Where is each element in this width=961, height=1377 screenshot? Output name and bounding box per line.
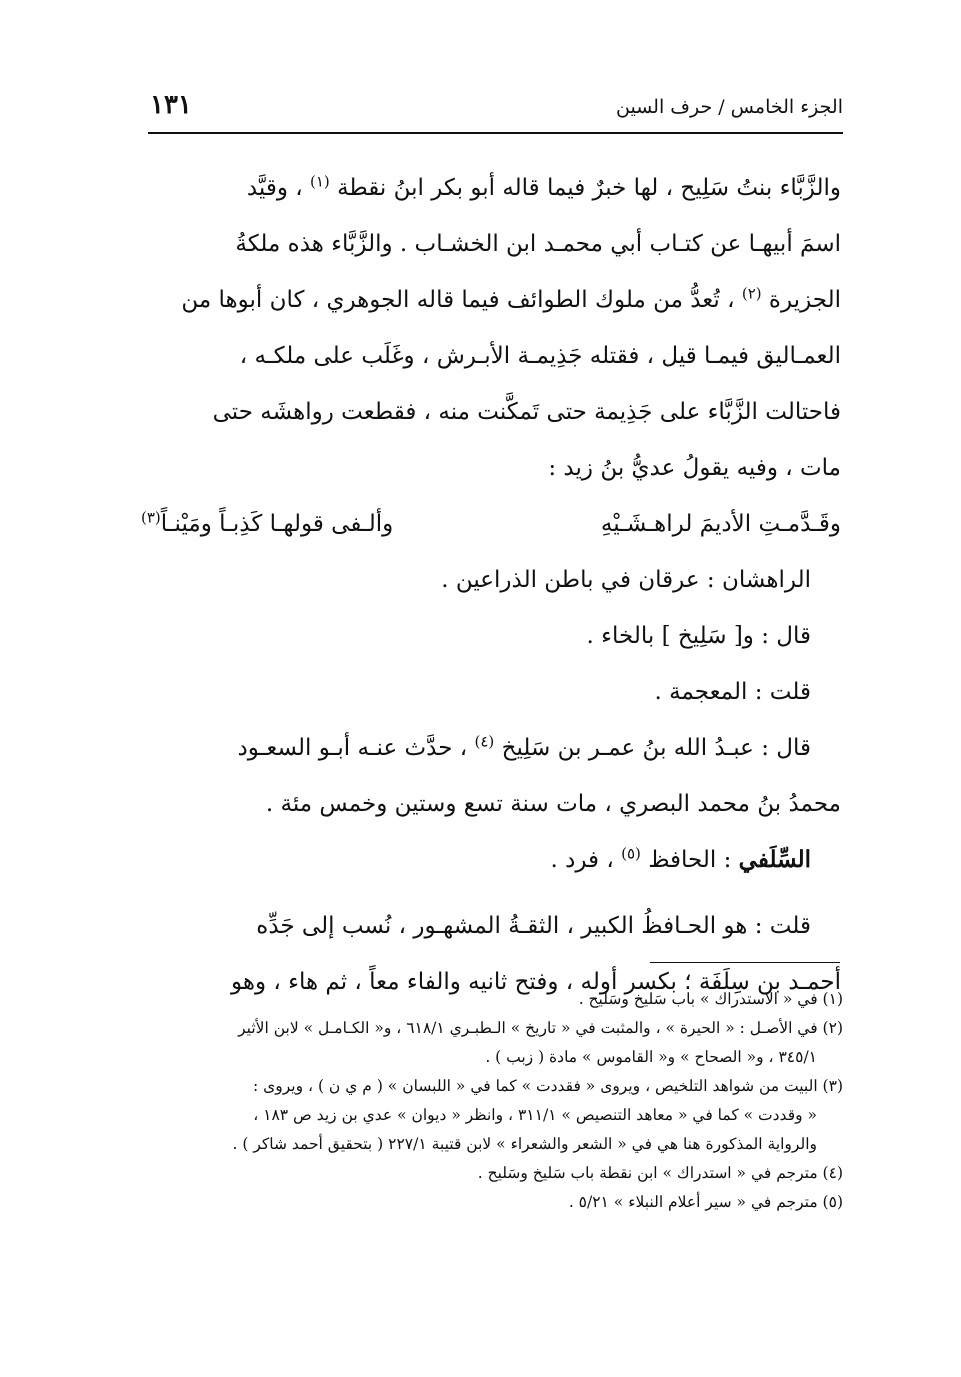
text-line: الجزيرة $^{(٢)}$ ، تُعدُّ من ملوك الطوائف فيما قاله الجوهري ، كان أبوها من xyxy=(181,284,841,313)
text-line: فاحتالت الزَّبَّاء على جَذِيمة حتى تَمكَّنت منه ، فقطعت رواهشَه حتى xyxy=(212,399,841,425)
poem-verse xyxy=(141,496,841,552)
footnote-3-cont: والرواية المذكورة هنا هي في « الشعر والشعراء » لابن قتيبة ٢٢٧/١ ( بتحقيق أحمد شاكر ) . xyxy=(232,1135,817,1153)
footnote-2: (٢) في الأصـل : « الحيرة » ، والمثبت في « تاريخ » الـطبـري ٦١٨/١ ، و« الكـامـل » لابن الأثير xyxy=(238,1019,843,1037)
footnote-5: (٥) مترجم في « سير أعلام النبلاء » ٥/٢١ . xyxy=(568,1193,843,1211)
text-line: قلت : المعجمة . xyxy=(654,679,811,705)
footnote-ref: (٥) xyxy=(621,844,641,863)
footnote-1: (١) في « الاستدراك » باب سَليخ وسَليح . xyxy=(578,990,843,1008)
text-line: مات ، وفيه يقولُ عديُّ بنُ زيد : xyxy=(548,455,841,481)
poem-second-hemistich: وألـفى قولهـا كَذِبـاً ومَيْنـاً$^{(٣)}$ xyxy=(141,508,394,537)
text-line: قال : عبـدُ الله بنُ عمـر بن سَلِيخ $^{(٤)}$ ، حدَّث عنـه أبـو السعـود xyxy=(237,732,811,761)
footnote-ref: (٤) xyxy=(474,732,495,751)
text-line: والزَّبَّاء بنتُ سَلِيح ، لها خبرٌ فيما قاله أبو بكر ابنُ نقطة $^{(١)}$ ، وقيَّد xyxy=(246,172,841,201)
page-header xyxy=(148,90,843,134)
paragraph-gap xyxy=(141,888,841,898)
text-line: أحمـد بن سِلَفَة ؛ بكسر أوله ، وفتح ثانيه والفاء معاً ، ثم هاء ، وهو xyxy=(230,969,841,995)
footnote-ref: (٣) xyxy=(141,508,161,527)
running-title: الجزء الخامس / حرف السين xyxy=(616,96,843,118)
footnote-2-cont: ٣٤٥/١ ، و« الصحاح » و« القاموس » مادة ( زبب ) . xyxy=(485,1048,817,1066)
page-number: ١٣١ xyxy=(150,90,192,120)
footnote-divider xyxy=(650,962,840,963)
text-line: قلت : هو الحـافظُ الكبير ، الثقـةُ المشهـور ، نُسب إلى جَدِّه xyxy=(256,913,811,939)
footnote-ref: (٢) xyxy=(741,284,762,303)
entry-heading: السِّلَفي : الحافظ $^{(٥)}$ ، فرد . xyxy=(550,844,811,873)
footnote-3-cont: « وقددت » كما في « معاهد التنصيص » ٣١١/١ ، وانظر « ديوان » عدي بن زيد ص ١٨٣ ، xyxy=(253,1106,817,1124)
footnote-ref: (١) xyxy=(309,172,330,191)
footnotes xyxy=(133,985,843,1217)
text-line: قال : و[ سَلِيخ ] بالخاء . xyxy=(586,623,811,649)
text-line: العمـاليق فيمـا قيل ، فقتله جَذِيمـة الأبـرش ، وغَلَب على ملكـه ، xyxy=(239,343,841,369)
footnote-3: (٣) البيت من شواهد التلخيص ، ويروى « فقددت » كما في « اللبسان » ( م ي ن ) ، ويروى : xyxy=(252,1077,843,1095)
poem-first-hemistich: وقَـدَّمـتِ الأديمَ لراهـشَـيْهِ xyxy=(600,511,841,537)
text-line: محمدُ بنُ محمد البصري ، مات سنة تسع وستين وخمس مئة . xyxy=(265,791,841,817)
footnote-4: (٤) مترجم في « استدراك » ابن نقطة باب سَليخ وسَليح . xyxy=(477,1164,843,1182)
text-line: اسمَ أبيهـا عن كتـاب أبي محمـد ابن الخشـاب . والزَّبَّاء هذه ملكةُ xyxy=(235,231,841,257)
text-line: الراهشان : عرقان في باطن الذراعين . xyxy=(441,567,811,593)
entry-name: السِّلَفي xyxy=(738,846,811,873)
main-text xyxy=(141,160,841,1010)
